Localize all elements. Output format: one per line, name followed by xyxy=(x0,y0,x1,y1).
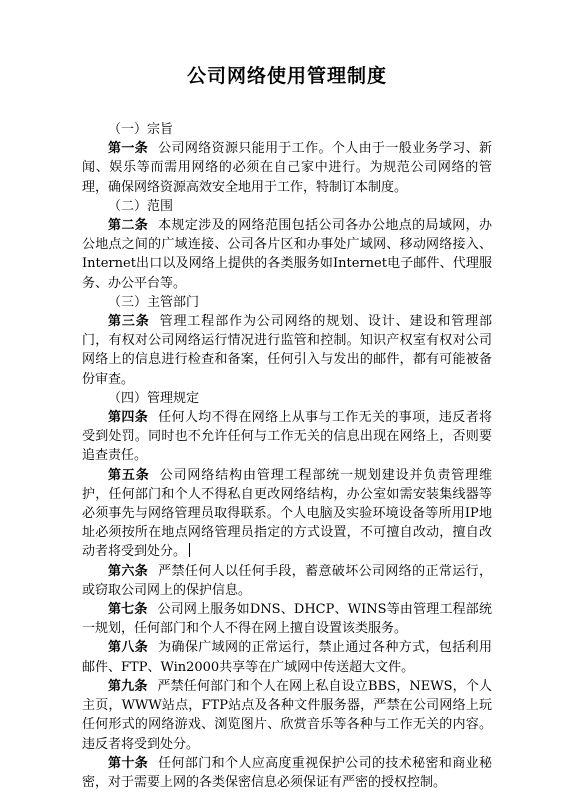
article-label: 第七条 xyxy=(108,602,148,618)
article-3 xyxy=(82,312,492,389)
article-1 xyxy=(82,139,492,197)
section-heading-purpose: （一）宗旨 xyxy=(108,122,174,137)
article-label: 第一条 xyxy=(108,141,149,157)
article-text: 严禁任何人以任何手段，蓄意破坏公司网络的正常运行，或窃取公司网上的保护信息。 xyxy=(82,563,492,598)
article-text: 本规定涉及的网络范围包括公司各办公地点的局域网，办公地点之间的广域连接、公司各片区和办事处广域网、移动网络接入、Internet出口以及网络上提供的各类服务如Internet电子邮件、代理服务、办公平台等。 xyxy=(82,218,492,291)
section-heading-rules: （四）管理规定 xyxy=(108,390,200,406)
article-label: 第十条 xyxy=(108,755,149,771)
article-label: 第三条 xyxy=(108,314,150,330)
article-label: 第九条 xyxy=(108,678,148,694)
article-6 xyxy=(82,562,492,600)
article-text: 任何部门和个人应高度重视保护公司的技术秘密和商业秘密，对于需要上网的各类保密信息必须保证有严密的授权控制。 xyxy=(82,755,492,790)
document-body[interactable] xyxy=(82,120,492,792)
section-heading-scope: （二）范围 xyxy=(108,198,174,214)
article-text: 管理工程部作为公司网络的规划、设计、建设和管理部门，有权对公司网络运行情况进行监管和控制。知识产权室有权对公司网络上的信息进行检查和备案，任何引入与发出的邮件，都有可能被备份审查。 xyxy=(82,314,492,387)
article-7 xyxy=(82,600,492,638)
article-2 xyxy=(82,216,492,293)
article-label: 第六条 xyxy=(108,563,149,579)
article-label: 第五条 xyxy=(108,467,150,483)
article-8 xyxy=(82,638,492,676)
article-text: 为确保广域网的正常运行，禁止通过各种方式，包括利用邮件、FTP、Win2000共享等在广域网中传送超大文件。 xyxy=(82,640,492,675)
article-text: 公司网络资源只能用于工作。个人由于一般业务学习、新闻、娱乐等而需用网络的必须在自己家中进行。为规范公司网络的管理，确保网络资源高效安全地用于工作，特制订本制度。 xyxy=(82,141,492,195)
document-page xyxy=(82,62,492,792)
article-text: 严禁任何部门和个人在网上私自设立BBS，NEWS，个人主页，WWW站点，FTP站点及各种文件服务器，严禁在公司网络上玩任何形式的网络游戏、浏览图片、欣赏音乐等各种与工作无关的内容。违反者将受到处分。 xyxy=(82,678,492,752)
document-title: 公司网络使用管理制度 xyxy=(186,65,387,87)
section-heading-department: （三）主管部门 xyxy=(108,294,200,310)
article-text: 公司网络结构由管理工程部统一规划建设并负责管理维护，任何部门和个人不得私自更改网络结构，办公室如需安装集线器等必须事先与网络管理员取得联系。个人电脑及实验环境设备等所用IP地址必须按所在地点网络管理员指定的方式设置，不可擅自改动，擅自改动者将受到处分。 xyxy=(82,467,492,560)
article-label: 第八条 xyxy=(108,640,149,656)
article-label: 第四条 xyxy=(108,410,149,426)
article-text: 公司网上服务如DNS、DHCP、WINS等由管理工程部统一规划，任何部门和个人不得在网上擅自设置该类服务。 xyxy=(82,602,492,637)
text-cursor xyxy=(189,543,190,557)
article-9 xyxy=(82,677,492,754)
article-text: 任何人均不得在网络上从事与工作无关的事项，违反者将受到处罚。同时也不允许任何与工作无关的信息出现在网络上，否则要追查责任。 xyxy=(82,410,492,464)
article-10 xyxy=(82,754,492,792)
article-label: 第二条 xyxy=(108,218,149,234)
article-4 xyxy=(82,408,492,466)
article-5 xyxy=(82,466,492,562)
